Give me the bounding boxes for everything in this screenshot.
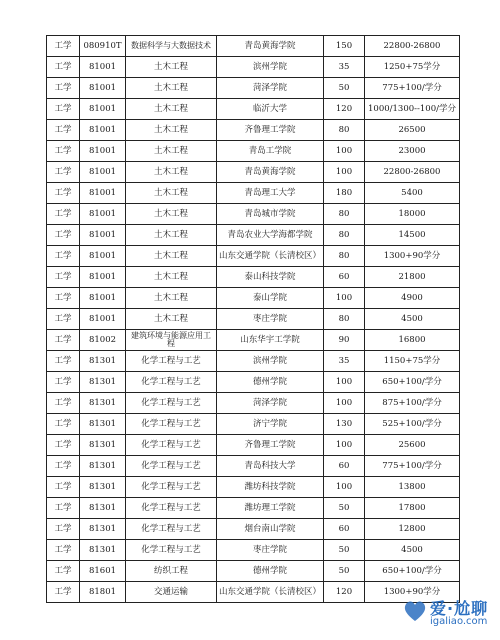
heart-logo-icon: [402, 598, 428, 624]
table-row: [47, 120, 460, 141]
tuition-cell: 1150+75学分: [365, 351, 460, 372]
major-name-cell: 化学工程与工艺: [126, 351, 217, 372]
discipline-cell: 工学: [47, 414, 80, 435]
quota-cell: 100: [324, 162, 365, 183]
major-name-cell: 化学工程与工艺: [126, 372, 217, 393]
discipline-cell: 工学: [47, 225, 80, 246]
quota-cell: 100: [324, 393, 365, 414]
discipline-cell: 工学: [47, 162, 80, 183]
major-name-cell: 化学工程与工艺: [126, 519, 217, 540]
major-name-cell: 土木工程: [126, 78, 217, 99]
major-name-cell: 土木工程: [126, 57, 217, 78]
major-name-cell: 化学工程与工艺: [126, 540, 217, 561]
discipline-cell: 工学: [47, 351, 80, 372]
discipline-cell: 工学: [47, 267, 80, 288]
school-cell: 济宁学院: [217, 414, 324, 435]
table-row: [47, 393, 460, 414]
major-name-cell: 化学工程与工艺: [126, 414, 217, 435]
discipline-cell: 工学: [47, 99, 80, 120]
major-code-cell: 81001: [80, 246, 126, 267]
discipline-cell: 工学: [47, 57, 80, 78]
major-code-cell: 81601: [80, 561, 126, 582]
major-name-cell: 化学工程与工艺: [126, 435, 217, 456]
quota-cell: 100: [324, 372, 365, 393]
major-code-cell: 81001: [80, 162, 126, 183]
school-cell: 临沂大学: [217, 99, 324, 120]
quota-cell: 50: [324, 498, 365, 519]
school-cell: 菏泽学院: [217, 78, 324, 99]
tuition-cell: 22800-26800: [365, 36, 460, 57]
tuition-cell: 18000: [365, 204, 460, 225]
tuition-cell: 25600: [365, 435, 460, 456]
major-name-cell: 土木工程: [126, 288, 217, 309]
discipline-cell: 工学: [47, 435, 80, 456]
tuition-cell: 21800: [365, 267, 460, 288]
tuition-cell: 4500: [365, 309, 460, 330]
quota-cell: 50: [324, 78, 365, 99]
major-name-cell: 土木工程: [126, 120, 217, 141]
school-cell: 菏泽学院: [217, 393, 324, 414]
discipline-cell: 工学: [47, 330, 80, 351]
major-code-cell: 81002: [80, 330, 126, 351]
major-name-cell: 土木工程: [126, 246, 217, 267]
discipline-cell: 工学: [47, 372, 80, 393]
tuition-cell: 17800: [365, 498, 460, 519]
school-cell: 德州学院: [217, 372, 324, 393]
major-code-cell: 81301: [80, 540, 126, 561]
quota-cell: 120: [324, 99, 365, 120]
table-row: [47, 561, 460, 582]
discipline-cell: 工学: [47, 477, 80, 498]
quota-cell: 60: [324, 456, 365, 477]
major-code-cell: 81301: [80, 372, 126, 393]
major-code-cell: 81301: [80, 498, 126, 519]
school-cell: 青岛黄海学院: [217, 162, 324, 183]
school-cell: 山东交通学院（长清校区）: [217, 246, 324, 267]
major-code-cell: 81001: [80, 309, 126, 330]
school-cell: 枣庄学院: [217, 309, 324, 330]
school-cell: 烟台南山学院: [217, 519, 324, 540]
tuition-cell: 1300+90学分: [365, 582, 460, 603]
tuition-cell: 22800-26800: [365, 162, 460, 183]
discipline-cell: 工学: [47, 36, 80, 57]
school-cell: 山东交通学院（长清校区）: [217, 582, 324, 603]
tuition-cell: 4900: [365, 288, 460, 309]
major-code-cell: 81001: [80, 225, 126, 246]
table-row: [47, 309, 460, 330]
school-cell: 枣庄学院: [217, 540, 324, 561]
watermark-url-text: igaliao.com: [430, 616, 488, 627]
major-code-cell: 81001: [80, 99, 126, 120]
major-name-cell: 纺织工程: [126, 561, 217, 582]
major-name-cell: 交通运输: [126, 582, 217, 603]
major-name-cell: 土木工程: [126, 183, 217, 204]
school-cell: 青岛黄海学院: [217, 36, 324, 57]
major-name-cell: 土木工程: [126, 267, 217, 288]
school-cell: 德州学院: [217, 561, 324, 582]
table-row: [47, 519, 460, 540]
quota-cell: 35: [324, 57, 365, 78]
quota-cell: 130: [324, 414, 365, 435]
major-name-cell: 土木工程: [126, 141, 217, 162]
quota-cell: 35: [324, 351, 365, 372]
table-row: [47, 99, 460, 120]
watermark-brand-text: 爱·尬聊: [430, 599, 489, 618]
table-row: [47, 372, 460, 393]
major-code-cell: 81001: [80, 141, 126, 162]
tuition-cell: 12800: [365, 519, 460, 540]
tuition-cell: 875+100/学分: [365, 393, 460, 414]
major-code-cell: 81001: [80, 288, 126, 309]
discipline-cell: 工学: [47, 519, 80, 540]
table-row: [47, 477, 460, 498]
tuition-cell: 1250+75学分: [365, 57, 460, 78]
major-name-cell: 化学工程与工艺: [126, 477, 217, 498]
major-name-cell: 建筑环境与能源应用工程: [126, 330, 217, 351]
table-row: [47, 540, 460, 561]
discipline-cell: 工学: [47, 141, 80, 162]
discipline-cell: 工学: [47, 498, 80, 519]
admissions-table: [46, 35, 460, 603]
tuition-cell: 525+100/学分: [365, 414, 460, 435]
tuition-cell: 13800: [365, 477, 460, 498]
school-cell: 齐鲁理工学院: [217, 435, 324, 456]
table-row: [47, 351, 460, 372]
major-code-cell: 81301: [80, 414, 126, 435]
school-cell: 青岛理工大学: [217, 183, 324, 204]
major-code-cell: 81301: [80, 435, 126, 456]
table-row: [47, 225, 460, 246]
school-cell: 山东华宇工学院: [217, 330, 324, 351]
quota-cell: 180: [324, 183, 365, 204]
quota-cell: 100: [324, 477, 365, 498]
major-code-cell: 81001: [80, 267, 126, 288]
table-row: [47, 36, 460, 57]
major-code-cell: 81301: [80, 519, 126, 540]
school-cell: 青岛工学院: [217, 141, 324, 162]
discipline-cell: 工学: [47, 78, 80, 99]
major-code-cell: 81001: [80, 57, 126, 78]
discipline-cell: 工学: [47, 120, 80, 141]
tuition-cell: 14500: [365, 225, 460, 246]
major-name-cell: 土木工程: [126, 225, 217, 246]
school-cell: 齐鲁理工学院: [217, 120, 324, 141]
school-cell: 青岛农业大学海都学院: [217, 225, 324, 246]
table-row: [47, 78, 460, 99]
table-row: [47, 183, 460, 204]
tuition-cell: 5400: [365, 183, 460, 204]
major-code-cell: 81301: [80, 351, 126, 372]
school-cell: 泰山学院: [217, 288, 324, 309]
major-name-cell: 土木工程: [126, 162, 217, 183]
table-row: [47, 267, 460, 288]
table-row: [47, 456, 460, 477]
discipline-cell: 工学: [47, 246, 80, 267]
major-code-cell: 81301: [80, 456, 126, 477]
major-code-cell: 81301: [80, 477, 126, 498]
major-code-cell: 81001: [80, 204, 126, 225]
table-row: [47, 582, 460, 603]
tuition-cell: 775+100/学分: [365, 456, 460, 477]
discipline-cell: 工学: [47, 561, 80, 582]
table-row: [47, 246, 460, 267]
school-cell: 滨州学院: [217, 57, 324, 78]
discipline-cell: 工学: [47, 456, 80, 477]
discipline-cell: 工学: [47, 540, 80, 561]
discipline-cell: 工学: [47, 288, 80, 309]
tuition-cell: 650+100/学分: [365, 561, 460, 582]
admissions-table-body: [47, 36, 460, 603]
table-row: [47, 204, 460, 225]
quota-cell: 100: [324, 435, 365, 456]
school-cell: 青岛城市学院: [217, 204, 324, 225]
discipline-cell: 工学: [47, 204, 80, 225]
quota-cell: 80: [324, 246, 365, 267]
major-name-cell: 化学工程与工艺: [126, 498, 217, 519]
quota-cell: 120: [324, 582, 365, 603]
table-row: [47, 57, 460, 78]
discipline-cell: 工学: [47, 183, 80, 204]
school-cell: 潍坊理工学院: [217, 498, 324, 519]
quota-cell: 50: [324, 540, 365, 561]
major-name-cell: 土木工程: [126, 99, 217, 120]
school-cell: 泰山科技学院: [217, 267, 324, 288]
major-name-cell: 数据科学与大数据技术: [126, 36, 217, 57]
table-row: [47, 162, 460, 183]
table-row: [47, 288, 460, 309]
tuition-cell: 26500: [365, 120, 460, 141]
quota-cell: 80: [324, 309, 365, 330]
discipline-cell: 工学: [47, 309, 80, 330]
major-code-cell: 81001: [80, 183, 126, 204]
tuition-cell: 4500: [365, 540, 460, 561]
major-name-cell: 化学工程与工艺: [126, 393, 217, 414]
tuition-cell: 775+100/学分: [365, 78, 460, 99]
major-code-cell: 81001: [80, 78, 126, 99]
major-code-cell: 81801: [80, 582, 126, 603]
quota-cell: 100: [324, 141, 365, 162]
tuition-cell: 1000/1300--100/学分: [365, 99, 460, 120]
table-row: [47, 498, 460, 519]
major-code-cell: 080910T: [80, 36, 126, 57]
major-name-cell: 土木工程: [126, 309, 217, 330]
school-cell: 潍坊科技学院: [217, 477, 324, 498]
tuition-cell: 650+100/学分: [365, 372, 460, 393]
major-code-cell: 81001: [80, 120, 126, 141]
discipline-cell: 工学: [47, 393, 80, 414]
quota-cell: 80: [324, 225, 365, 246]
quota-cell: 60: [324, 267, 365, 288]
major-code-cell: 81301: [80, 393, 126, 414]
quota-cell: 60: [324, 519, 365, 540]
quota-cell: 50: [324, 561, 365, 582]
tuition-cell: 16800: [365, 330, 460, 351]
table-row: [47, 435, 460, 456]
quota-cell: 90: [324, 330, 365, 351]
table-row: [47, 414, 460, 435]
discipline-cell: 工学: [47, 582, 80, 603]
major-name-cell: 化学工程与工艺: [126, 456, 217, 477]
table-row: [47, 330, 460, 351]
quota-cell: 100: [324, 288, 365, 309]
quota-cell: 80: [324, 204, 365, 225]
tuition-cell: 23000: [365, 141, 460, 162]
table-row: [47, 141, 460, 162]
site-watermark: [400, 594, 492, 634]
major-name-cell: 土木工程: [126, 204, 217, 225]
quota-cell: 80: [324, 120, 365, 141]
tuition-cell: 1300+90学分: [365, 246, 460, 267]
school-cell: 青岛科技大学: [217, 456, 324, 477]
school-cell: 滨州学院: [217, 351, 324, 372]
quota-cell: 150: [324, 36, 365, 57]
